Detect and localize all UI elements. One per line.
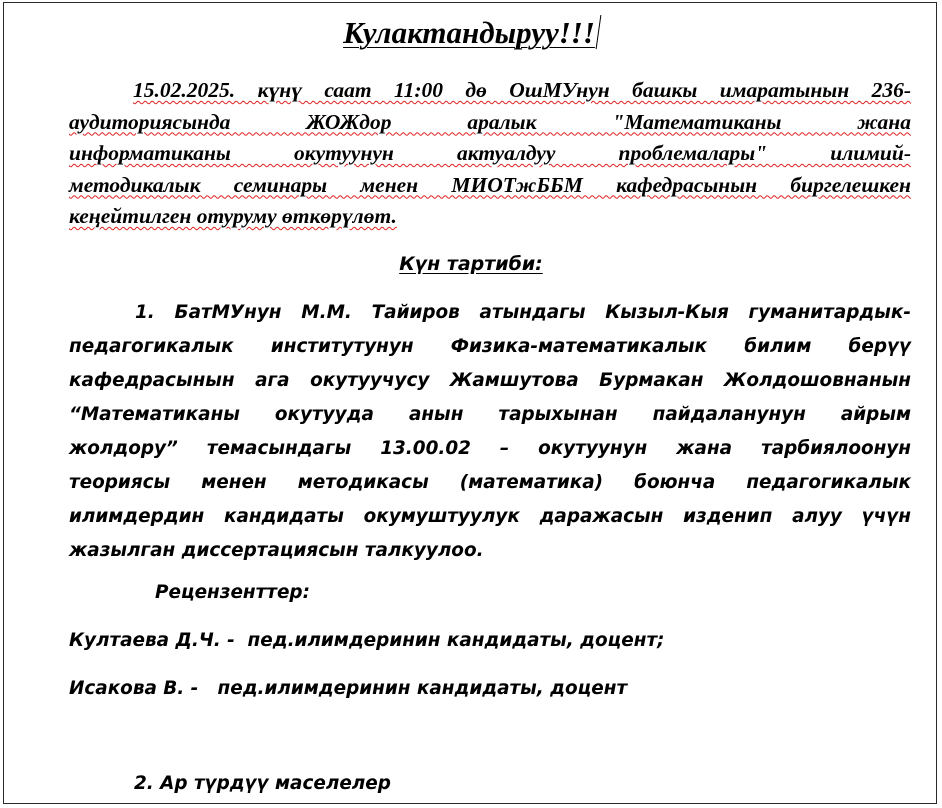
announcement-line: 15.02.2025. күнү саат 11:00 дө ОшМУнун башкы имаратынын 236- xyxy=(133,78,911,102)
agenda-item-line: “Математиканы окутууда анын тарыхынан пайдаланунун айрым xyxy=(69,404,911,425)
announcement-title xyxy=(4,13,937,53)
announcement-line: информатиканы окутуунун актуалдуу проблемалары" илимий- xyxy=(69,141,911,165)
agenda-item-line: теориясы менен методикасы (математика) боюнча педагогикалык xyxy=(69,472,911,493)
announcement-line: кеңейтилген отуруму өткөрүлөт. xyxy=(69,204,397,228)
agenda-item-1 xyxy=(69,296,911,568)
document-page[interactable] xyxy=(3,2,937,804)
title-text: Кулактандыруу!!! xyxy=(343,15,595,50)
agenda-item-line: педагогикалык институтунун Физика-математикалык билим берүү xyxy=(69,336,911,357)
announcement-line: методикалык семинары менен МИОТжББМ кафедрасынын биргелешкен xyxy=(69,172,911,197)
reviewer-entry: Исакова В. - пед.илимдеринин кандидаты, доцент xyxy=(69,678,628,699)
announcement-line: аудиториясында ЖОЖдор аралык "Математиканы жана xyxy=(69,109,911,134)
reviewer-entry: Култаева Д.Ч. - пед.илимдеринин кандидаты, доцент; xyxy=(69,630,665,651)
agenda-item-line: 1. БатМУнун М.М. Тайиров атындагы Кызыл-Кыя гуманитардык- xyxy=(135,302,911,323)
agenda-heading: Күн тартиби: xyxy=(399,253,543,275)
agenda-item-2: 2. Ар түрдүү маселелер xyxy=(134,773,391,794)
announcement-paragraph xyxy=(69,75,911,233)
text-cursor xyxy=(596,15,602,49)
agenda-item-line: кафедрасынын ага окутуучусу Жамшутова Бурмакан Жолдошовнанын xyxy=(69,370,911,391)
agenda-item-line: жолдору” темасындагы 13.00.02 – окутуунун жана тарбиялоонун xyxy=(69,438,911,459)
reviewers-heading: Рецензенттер: xyxy=(155,582,310,603)
agenda-item-line: жазылган диссертациясын талкуулоо. xyxy=(69,540,484,561)
agenda-item-line: илимдердин кандидаты окумуштуулук даражасын изденип алуу үчүн xyxy=(69,506,911,527)
